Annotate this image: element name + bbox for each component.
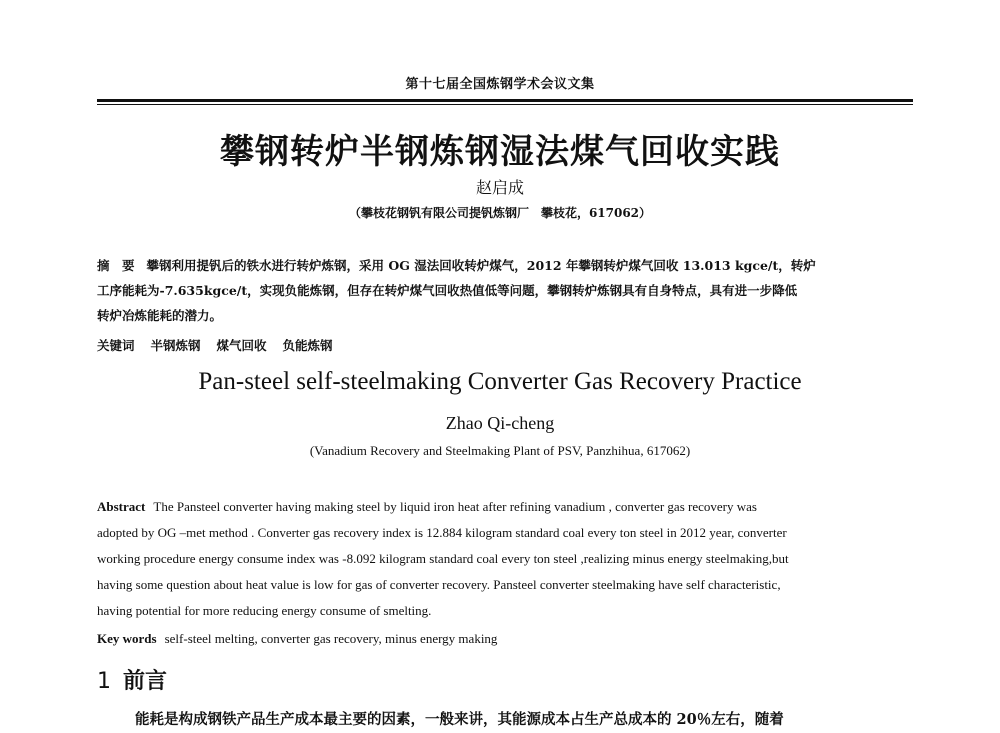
abstract-cn-line: 攀钢利用提钒后的铁水进行转炉炼钢，采用 OG 湿法回收转炉煤气，2012 年攀钢转炉煤气回收 13.013 kgce/t，转炉 <box>146 258 816 273</box>
abstract-en-line: The Pansteel converter having making steel by liquid iron heat after refining vanadium , converter gas recovery was <box>153 499 757 514</box>
affiliation-en: (Vanadium Recovery and Steelmaking Plant of PSV, Panzhihua, 617062) <box>309 443 691 458</box>
author-en: Zhao Qi-cheng <box>445 413 555 433</box>
intro-paragraph: 能耗是构成钢铁产品生产成本最主要的因素，一般来讲，其能源成本占生产总成本的 20％左右，随着 <box>135 711 784 728</box>
author-cn: 赵启成 <box>475 178 524 197</box>
abstract-en-line: having some question about heat value is low for gas of converter recovery. Pansteel converter steelmaking have self characteristic, <box>97 577 781 592</box>
abstract-en-line: having potential for more reducing energy consume of smelting. <box>97 603 432 618</box>
section-heading <box>97 664 167 695</box>
keyword-cn: 煤气回收 <box>216 338 267 353</box>
affiliation-cn: （攀枝花钢钒有限公司提钒炼钢厂 攀枝花，617062） <box>348 206 652 220</box>
header-rule-thin <box>97 104 913 105</box>
abstract-en-label: Abstract <box>97 499 146 514</box>
abstract-en-line: adopted by OG –met method . Converter gas recovery index is 12.884 kilogram standard coal every ton steel in 2012 year, converter <box>97 525 787 540</box>
keywords-en-text: self-steel melting, converter gas recovery, minus energy making <box>164 631 498 646</box>
keywords-cn <box>97 333 913 358</box>
abstract-cn-label: 摘 要 <box>97 258 135 273</box>
keywords-cn-label: 关键词 <box>97 338 135 353</box>
section-number: 1 <box>97 669 111 694</box>
paper-title-cn: 攀钢转炉半钢炼钢湿法煤气回收实践 <box>220 132 780 172</box>
abstract-en-line: working procedure energy consume index was -8.092 kilogram standard coal every ton steel ,realizing minus energy steelmaking,but <box>97 551 789 566</box>
paper-title-en: Pan-steel self-steelmaking Converter Gas Recovery Practice <box>198 368 802 395</box>
header-rule-thick <box>97 99 913 102</box>
keywords-en-label: Key words <box>97 631 157 646</box>
keywords-en <box>97 626 913 652</box>
running-header: 第十七届全国炼钢学术会议文集 <box>405 77 595 92</box>
abstract-cn <box>97 253 913 328</box>
keyword-cn: 负能炼钢 <box>282 338 333 353</box>
abstract-en <box>97 494 913 624</box>
section-title: 前言 <box>123 669 168 694</box>
abstract-cn-line: 转炉冶炼能耗的潜力。 <box>97 308 223 323</box>
abstract-cn-line: 工序能耗为-7.635kgce/t，实现负能炼钢，但存在转炉煤气回收热值低等问题，攀钢转炉炼钢具有自身特点，具有进一步降低 <box>97 283 798 298</box>
keyword-cn: 半钢炼钢 <box>150 338 201 353</box>
